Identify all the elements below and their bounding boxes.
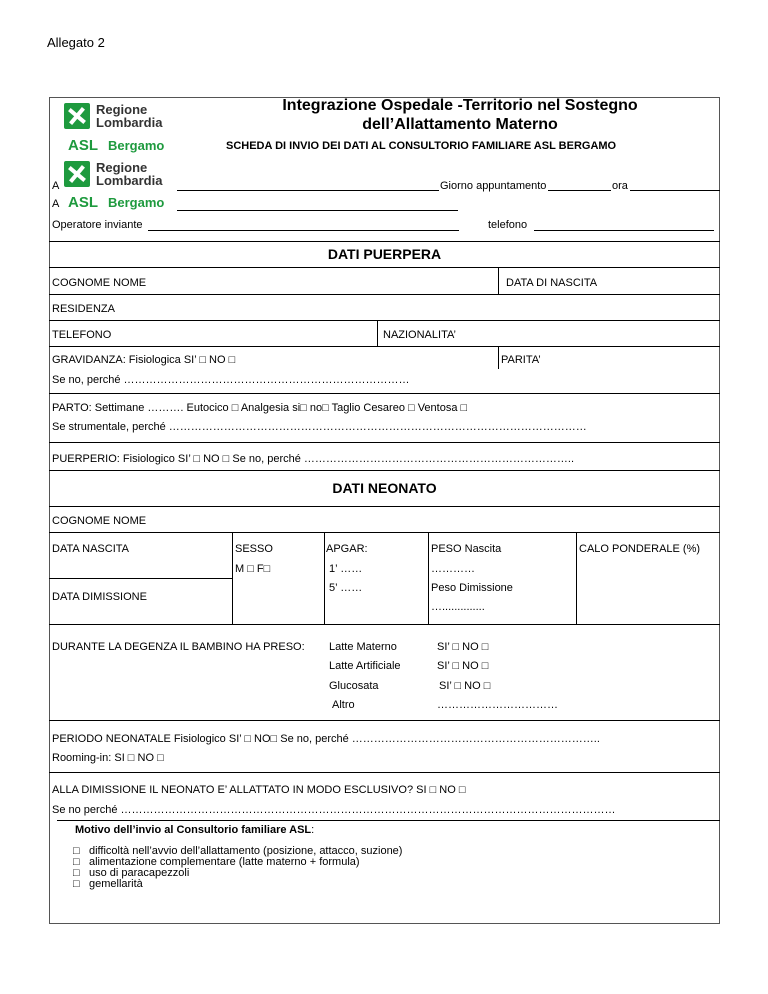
divider	[49, 320, 720, 321]
birth-instrumental-row[interactable]: Se strumentale, perché ……………………………………………………………………………………………………	[52, 421, 587, 433]
parity-label: PARITA’	[501, 354, 541, 366]
time-label: ora	[612, 180, 628, 192]
form-subtitle: SCHEDA DI INVIO DEI DATI AL CONSULTORIO FAMILIARE ASL BERGAMO	[226, 140, 617, 152]
reasons-list	[73, 846, 402, 890]
birth-weight-label: PESO Nascita	[431, 543, 502, 555]
region-name-line2: Lombardia	[96, 173, 163, 188]
asl-text: ASL	[68, 137, 98, 154]
region-cross-icon	[64, 161, 90, 187]
sex-label: SESSO	[235, 543, 273, 555]
apgar-label: APGAR:	[326, 543, 368, 555]
apgar-1-field[interactable]: 1’ ……	[329, 563, 363, 575]
exclusive-bf-row[interactable]: ALLA DIMISSIONE IL NEONATO E’ ALLATTATO IN MODO ESCLUSIVO? SI □ NO □	[52, 784, 466, 796]
baby-name-label: COGNOME NOME	[52, 515, 147, 527]
feeding-options[interactable]: SI’ □ NO □	[439, 680, 491, 692]
postpartum-row[interactable]: PUERPERIO: Fisiologico SI’ □ NO □ Se no, perché ………………………………………………………………..	[52, 453, 575, 465]
operator-label: Operatore inviante	[52, 219, 143, 231]
divider	[49, 294, 720, 295]
divider	[49, 578, 232, 579]
divider	[49, 241, 720, 242]
reason-item[interactable]: □ alimentazione complementare (latte materno + formula)	[73, 856, 360, 868]
mother-birthdate-label: DATA DI NASCITA	[506, 277, 598, 289]
attachment-label: Allegato 2	[47, 35, 105, 50]
asl-text: ASL	[68, 194, 98, 211]
divider	[49, 442, 720, 443]
appointment-label: Giorno appuntamento	[440, 180, 547, 192]
discharge-date-label: DATA DIMISSIONE	[52, 591, 147, 603]
feeding-name: Glucosata	[329, 680, 379, 692]
asl-city: Bergamo	[108, 138, 165, 153]
appointment-field[interactable]	[548, 190, 611, 191]
feeding-name: Latte Artificiale	[329, 660, 401, 672]
mother-name-label: COGNOME NOME	[52, 277, 147, 289]
baby-birthdate-label: DATA NASCITA	[52, 543, 130, 555]
residence-label: RESIDENZA	[52, 303, 115, 315]
reason-item[interactable]: □ gemellarità	[73, 878, 143, 890]
divider	[49, 624, 720, 625]
feeding-label: DURANTE LA DEGENZA IL BAMBINO HA PRESO:	[52, 641, 305, 653]
divider	[49, 393, 720, 394]
divider	[49, 532, 720, 533]
checkbox: □	[73, 867, 80, 879]
mother-phone-label: TELEFONO	[52, 329, 112, 341]
section-title-puerpera: DATI PUERPERA	[327, 246, 442, 262]
form-frame	[49, 97, 720, 924]
divider	[49, 506, 720, 507]
section-title-neonato: DATI NEONATO	[332, 480, 437, 496]
feeding-name: Altro	[332, 699, 355, 711]
divider	[49, 720, 720, 721]
neonatal-period-row[interactable]: PERIODO NEONATALE Fisiologico SI’ □ NO□ Se no, perché …………………………………………………………..	[52, 733, 600, 745]
birth-weight-field[interactable]: …………	[431, 563, 475, 575]
divider	[49, 267, 720, 268]
birth-row[interactable]: PARTO: Settimane ………. Eutocico □ Analgesia si□ no□ Taglio Cesareo □ Ventosa □	[52, 402, 468, 414]
pregnancy-reason[interactable]: Se no, perché ……………………………………………………………………	[52, 374, 410, 386]
weight-loss-label: CALO PONDERALE (%)	[579, 543, 701, 555]
reasons-title: Motivo dell’invio al Consultorio familiare ASL:	[75, 824, 315, 836]
apgar-5-field[interactable]: 5’ ……	[329, 582, 363, 594]
operator-field[interactable]	[148, 230, 459, 231]
region-name-line1: Regione	[96, 160, 148, 175]
divider	[576, 532, 577, 624]
checkbox: □	[73, 878, 80, 890]
pregnancy-row[interactable]: GRAVIDANZA: Fisiologica SI’ □ NO □	[52, 354, 236, 366]
divider	[428, 532, 429, 624]
asl-city: Bergamo	[108, 195, 165, 210]
recipient-field-1[interactable]	[177, 190, 439, 191]
divider	[324, 532, 325, 624]
sex-options[interactable]: M □ F□	[235, 563, 271, 575]
feeding-options[interactable]: SI’ □ NO □	[437, 641, 489, 653]
phone-label: telefono	[488, 219, 528, 231]
feeding-options[interactable]: SI’ □ NO □	[437, 660, 489, 672]
divider	[232, 532, 233, 624]
time-field[interactable]	[630, 190, 720, 191]
rooming-in-row[interactable]: Rooming-in: SI □ NO □	[52, 752, 164, 764]
divider	[49, 772, 720, 773]
form-title: Integrazione Ospedale -Territorio nel Sostegno dell’Allattamento Materno	[282, 97, 638, 133]
feeding-other-field[interactable]: ……………………………	[437, 699, 558, 711]
recipient-label-1: A	[52, 180, 60, 192]
region-name-line1: Regione	[96, 102, 148, 117]
nationality-label: NAZIONALITA’	[383, 329, 456, 341]
recipient-label-2: A	[52, 198, 60, 210]
exclusive-bf-reason[interactable]: Se no perché ………………………………………………………………………………………………………………………	[52, 804, 616, 816]
checkbox: □	[73, 856, 80, 868]
region-logo-1	[64, 103, 162, 129]
phone-field[interactable]	[534, 230, 714, 231]
reason-item[interactable]: □ difficoltà nell’avvio dell’allattamento (posizione, attacco, suzione)	[73, 845, 403, 857]
feeding-name: Latte Materno	[329, 641, 397, 653]
divider	[498, 346, 499, 369]
recipient-field-2[interactable]	[177, 210, 458, 211]
asl-logo-1	[68, 137, 164, 154]
region-cross-icon	[64, 103, 90, 129]
region-logo-2	[64, 161, 162, 187]
checkbox: □	[73, 845, 80, 857]
divider	[57, 820, 720, 821]
divider	[49, 346, 720, 347]
reason-item[interactable]: □ uso di paracapezzoli	[73, 867, 190, 879]
region-name-line2: Lombardia	[96, 115, 163, 130]
discharge-weight-field[interactable]: …..............	[431, 601, 485, 613]
discharge-weight-label: Peso Dimissione	[431, 582, 513, 594]
divider	[377, 320, 378, 346]
asl-logo-2	[68, 194, 164, 211]
divider	[49, 470, 720, 471]
divider	[498, 267, 499, 294]
